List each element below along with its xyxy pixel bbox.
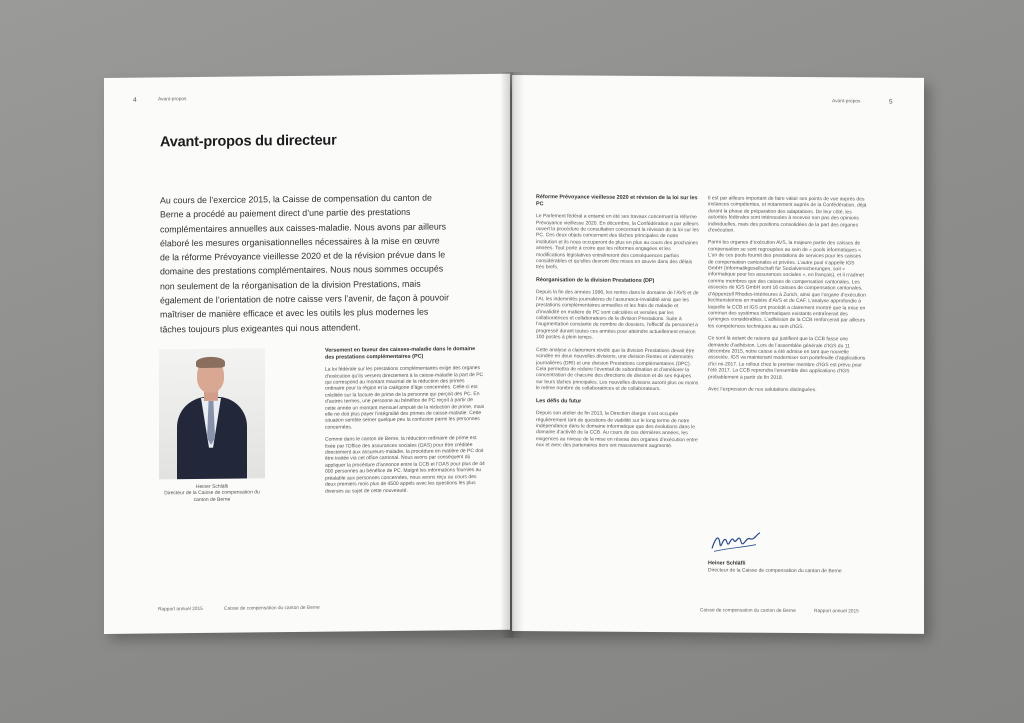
col-heading: Versement en faveur des caisses-maladie dans le domaine des prestations complémentaires (PC) — [325, 346, 476, 361]
signature-block — [708, 560, 868, 574]
paragraph-defis: Depuis son atelier de fin 2013, la Direction élargie s’est occupée régulièrement tant de questions de viabilité sur le long terme de notre indépendance dans le domaine informatique que des évolutions dans le domaine d’activité de la CCB. Au cours de ces dernières années, les exigences au niveau de la mise en réseau des organes d’exécution entre eux et avec des partenaires tiers ont massivement augmenté. — [536, 410, 698, 450]
heading-reforme: Réforme Prévoyance vieillesse 2020 et révision de la loi sur les PC — [536, 194, 698, 207]
running-head-right: Avant-propos — [832, 99, 861, 105]
left-column — [325, 346, 485, 501]
paragraph-instances: Il est par ailleurs important de faire valoir ses points de vue auprès des instances compétentes, et notamment auprès de la Confédération, déjà durant la phase de préparation des adaptations. De leur côté, les autorités fédérales sont intéressées à recevoir non pas des opinions individuelles, mais des positions consolidées de la part des organes d’exécution. — [708, 195, 867, 234]
paragraph-salutations: Avec l’expression de nos salutations distinguées. — [708, 386, 817, 394]
col-paragraph-2: Comme dans le canton de Berne, la réduction ordinaire de prime est fixée par l’Office des assurances sociales (OAS) pour être créditée directement aux assureurs-maladie, la procédure en matière de PC doit être traitée via cet office cantonal. Nous avons par conséquent dû appliquer la procédure d’annonce entre la CCB et l’OAS pour plus de 44 000 personnes au bénéfice de PC. Malgré les informations fournies au préalable aux personnes concernées, nous avons reçu au cours des deux premiers mois plus de 4500 appels avec les questions les plus diverses au sujet de cette nouveauté. — [325, 435, 485, 495]
footer-right-1: Caisse de compensation du canton de Berne — [700, 608, 796, 614]
paragraph-reforme: Le Parlement fédéral a entamé en été ses travaux concernant la réforme Prévoyance vieillesse 2020. En décembre, la Confédération a par ailleurs ouvert la procédure de consultation concernant la révision de la loi sur les PC. Ces deux objets concernent des tâches principales de notre institution et ils nous occuperont de plus en plus au cours des prochaines années. Tout porte à croire que les réformes engagées et les modifications législatives entraîneront des conséquences parfois considérables et qu’elles devront être mises en œuvre dans des délais très brefs. — [536, 213, 699, 271]
intro-paragraph: Au cours de l’exercice 2015, la Caisse de compensation du canton de Berne a procédé au paiement direct d’une partie des prestations complémentaires annuelles aux caisses-maladie. Nous avons par ailleurs élaboré les mesures organisationnelles nécessaires à la mise en œuvre de la réforme Prévoyance vieillesse 2020 et de la révision prévue dans le domaine des prestations complémentaires. Nous nous sommes occupés non seulement de la réorganisation de la division Prestations, mais également de l’orientation de notre caisse vers l’avenir, de façon à pouvoir maîtriser de manière efficace et avec les outils les plus modernes les tâches toujours plus exigeantes qui nous attendent. — [160, 192, 450, 335]
director-photo — [159, 348, 265, 479]
handwritten-signature — [710, 526, 762, 554]
page-number-right: 5 — [889, 98, 893, 106]
col-paragraph-1: La loi fédérale sur les prestations complémentaires exige des organes d’exécution qu’ils versent directement à la caisse-maladie la part de PC qui correspond au montant maximal de la réduction des primes ordinaire pour la région et la catégorie d’âge concernées. Celle-ci est créditée sur la facture de prime de la personne qui perçoit des PC. En d’autres termes, une personne au bénéfice de PC reçoit à partir de cette année un montant mensuel amputé de la réduction de prime, mais elle ne doit plus payer l’intégralité des primes de caisse-maladie. Cette situation semble semer quelque peu la confusion parmi les personnes concernées. — [325, 365, 485, 431]
paragraph-adhesion: Ce sont là autant de raisons qui justifient que la CCB fasse une demande d’adhésion. Lors de l’assemblée générale d’IGS du 11 décembre 2015, notre caisse a été admise en tant que nouvelle associée. IGS va maintenant moderniser son portefeuille d’applications d’ici mi-2017. Le rollout chez le premier membre d’IGS est prévu pour l’été 2017. La CCB reprendra l’ensemble des applications d’IGS probablement à partir de fin 2018. — [708, 335, 866, 381]
left-page — [104, 74, 510, 634]
running-head-left: Avant-propos — [158, 97, 187, 103]
footer-left-1: Rapport annuel 2015 — [158, 606, 203, 613]
photo-caption: Heiner Schläfli Directeur de la Caisse de compensation du canton de Berne — [164, 483, 260, 503]
right-page — [512, 75, 924, 634]
paragraph-pools: Parmi les organes d’exécution AVS, la majeure partie des caisses de compensation se sont regroupées au sein de « pools informatiques ». L’un de ces pools fournit des prestations de services pour les caisses de compensation cantonales et privées. L’autre pool s’appelle IGS GmbH (Informatikgesellschaft für Sozialversicherungen, soit « informatique pour les assurances sociales », en français), et il n’admet comme membres que des caisses de compensation cantonales. Les associés de IGS GmbH sont 16 caisses de compensation cantonales, d’Appenzell Rhodes-Intérieures à Zurich, ainsi que l’organe d’exécution liechtensteinois en matière d’AVS et de CAF. L’analyse approfondie à laquelle la CCB et IGS ont procédé a clairement montré que la mise en commun des systèmes informatiques existants entraînerait des synergies considérables. L’adhésion de la CCB renforcerait par ailleurs les compétences techniques au sein d’IGS. — [708, 239, 866, 330]
heading-reorganisation: Réorganisation de la division Prestations (DP) — [536, 277, 655, 284]
footer-right-2: Rapport annuel 2015 — [814, 609, 859, 615]
photo-hair — [196, 357, 225, 368]
signature-name: Heiner Schläfli — [708, 560, 746, 567]
right-column-1 — [536, 194, 699, 456]
heading-defis: Les défis du futur — [536, 397, 582, 405]
page-title: Avant-propos du directeur — [160, 132, 337, 151]
signature-title: Directeur de la Caisse de compensation du canton de Berne — [708, 566, 842, 574]
right-column-2 — [708, 195, 868, 399]
paragraph-reorganisation: Depuis la fin des années 1990, les rentes dans le domaine de l’AVS et de l’AI, les indemnités journalières de l’assurance-invalidité ainsi que les prestations complémentaires annuelles et les frais de maladie et d’invalidité en matière de PC sont calculées et versées par les collaboratrices et collaborateurs de la division Prestations. Suite à l’augmentation constante du nombre de dossiers, l’effectif du personnel a progressé durant toutes ces années pour atteindre actuellement environ 100 postes à plein temps. — [536, 289, 699, 341]
paragraph-analyse: Cette analyse a clairement révélé que la division Prestations devait être scindée en deux nouvelles divisions, une division Rentes et indemnités journalières (DRI) et une division Prestations complémentaires (DPC). Cela permettra de réduire l’éventail de subordination et d’améliorer la concentration de chacune des directions de division et de ses équipes sur leurs tâches principales. Les nouvelles divisions auront plus ou moins le même nombre de collaboratrices et de collaborateurs. — [536, 346, 699, 393]
page-number-left: 4 — [133, 96, 137, 104]
footer-left-2: Caisse de compensation du canton de Berne — [224, 605, 320, 612]
